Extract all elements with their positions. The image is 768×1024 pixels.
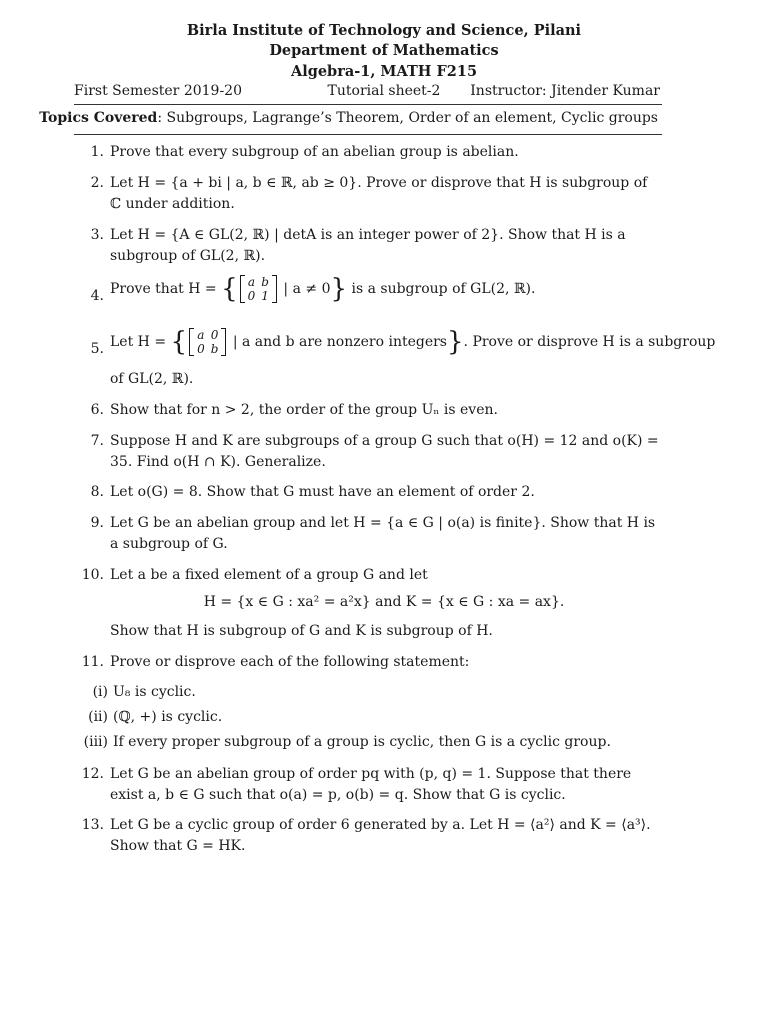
set-condition: | a and b are nonzero integers [232,334,447,350]
sheet-label: Tutorial sheet-2 [327,83,441,99]
left-brace: { [170,326,188,357]
question-number: 6. [90,402,104,418]
question-prefix: Prove that H = [110,281,217,297]
question-text: Let G be an abelian group of order pq with (p, q) = 1. Suppose that there exist a, b ∈ G such that o(a) = p, o(b) = q. Show that G is cyclic. [110,766,632,803]
question-text: Let a be a fixed element of a group G and let [110,567,428,583]
question-continuation: of GL(2, ℝ). [110,371,194,387]
header-rule-bottom [74,134,662,135]
question-text: Let G be an abelian group and let H = {a ∈ G | o(a) is finite}. Show that H is a subgroup of G. [110,515,656,552]
matrix [189,328,226,356]
matrix-entry: b [261,275,269,289]
topics-label: Topics Covered [39,110,158,126]
question-text [110,326,716,357]
question-number: 10. [81,567,104,583]
question-text: Let H = {A ∈ GL(2, ℝ) | detA is an integer power of 2}. Show that H is a subgroup of GL(2, ℝ). [110,227,626,264]
question-number: 9. [90,515,104,531]
question-text: Let G be a cyclic group of order 6 generated by a. Let H = ⟨a²⟩ and K = ⟨a³⟩. Show that G = HK. [110,817,651,854]
matrix-entry: a [197,328,205,342]
semester-label: First Semester 2019-20 [74,83,242,99]
question-number: 7. [90,433,104,449]
subquestion-number: (iii) [83,734,108,750]
left-brace: { [221,273,238,304]
question-number: 8. [90,484,104,500]
question-number: 11. [81,654,104,670]
question-text: Suppose H and K are subgroups of a group G such that o(H) = 12 and o(K) = 35. Find o(H ∩ K). Generalize. [110,433,659,470]
set-condition: | a ≠ 0 [283,281,331,297]
question-number: 4. [90,288,104,304]
subquestion-number: (ii) [88,709,108,725]
display-equation: H = {x ∈ G : xa² = a²x} and K = {x ∈ G : xa = ax}. [203,594,565,610]
question-number: 2. [90,175,104,191]
question-number: 12. [81,766,104,782]
right-brace: } [447,326,464,357]
subquestion-text: If every proper subgroup of a group is cyclic, then G is a cyclic group. [113,734,611,750]
topics-covered [39,110,658,126]
matrix-entry: 0 [197,342,205,356]
course-title: Algebra-1, MATH F215 [290,63,478,80]
matrix-entry: 0 [210,328,219,342]
topics-text: : Subgroups, Lagrange’s Theorem, Order of an element, Cyclic groups [157,110,658,126]
matrix [240,275,277,303]
question-text [110,275,661,303]
subquestion-number: (i) [92,684,108,700]
question-suffix: . Prove or disprove H is a subgroup [463,334,716,350]
instructor-label: Instructor: Jitender Kumar [470,83,660,99]
question-text: Let o(G) = 8. Show that G must have an element of order 2. [110,484,535,500]
department-name: Department of Mathematics [269,42,499,59]
question-prefix: Let H = [110,334,167,350]
matrix-entry: b [210,342,219,356]
question-suffix: is a subgroup of GL(2, ℝ). [351,281,536,297]
question-text: Show that H is subgroup of G and K is subgroup of H. [110,623,493,639]
subquestion-text: (ℚ, +) is cyclic. [113,709,223,725]
right-brace: } [330,273,348,304]
question-number: 13. [81,817,104,833]
matrix-entry: 1 [261,289,269,303]
subquestion-text: U₈ is cyclic. [113,684,196,700]
question-number: 3. [90,227,104,243]
question-number: 5. [90,341,104,357]
question-text: Prove or disprove each of the following statement: [110,654,470,670]
question-number: 1. [90,144,104,160]
header-rule-top [74,104,662,105]
question-text: Prove that every subgroup of an abelian group is abelian. [110,144,519,160]
matrix-entry: 0 [247,289,256,303]
question-text: Let H = {a + bi | a, b ∈ ℝ, ab ≥ 0}. Prove or disprove that H is subgroup of ℂ under addition. [110,175,648,212]
institute-name: Birla Institute of Technology and Science, Pilani [186,22,582,39]
question-text: Show that for n > 2, the order of the group Uₙ is even. [110,402,498,418]
matrix-entry: a [247,275,256,289]
